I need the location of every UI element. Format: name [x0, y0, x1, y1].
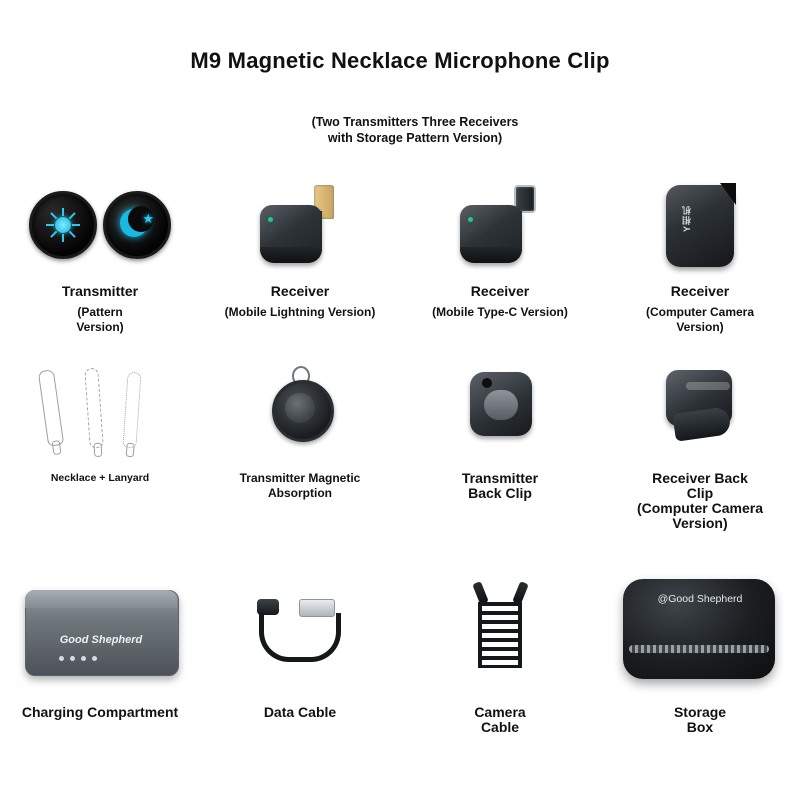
camera-cable-art: [450, 561, 550, 701]
camera-cable-caption: Camera Cable: [474, 704, 526, 735]
part-necklace-lanyard: [0, 357, 200, 531]
receiver-back-clip-caption: Receiver Back Clip (Computer Camera Version): [636, 470, 764, 531]
transmitter-back-clip-art: [460, 357, 540, 467]
transmitter-back-clip-caption: Transmitter Back Clip: [461, 470, 539, 501]
page-subtitle-line1: (Two Transmitters Three Receivers: [311, 115, 519, 129]
moon-star-icon: ★: [103, 191, 171, 259]
necklace-lanyard-art: [25, 357, 175, 467]
transmitter-pattern-caption: Transmitter (Pattern Version): [61, 283, 139, 334]
part-data-cable: [200, 561, 400, 735]
transmitter-magnetic-absorption-art: [260, 357, 340, 467]
storage-box-art: [615, 561, 785, 701]
part-transmitter-back-clip: [400, 357, 600, 531]
receiver-computer-camera-art: [654, 170, 746, 280]
parts-row-2: [0, 357, 800, 531]
receiver-computer-camera-caption: Receiver (Computer Camera Version): [645, 283, 755, 334]
part-receiver-back-clip-computer-camera: [600, 357, 800, 531]
part-receiver-lightning: [200, 170, 400, 335]
receiver-back-clip-art: [654, 357, 746, 467]
receiver-typec-art: [454, 170, 546, 280]
receiver-lightning-caption: Receiver (Mobile Lightning Version): [224, 283, 376, 319]
data-cable-art: [245, 561, 355, 701]
parts-row-1: [0, 170, 800, 335]
receiver-typec-caption: Receiver (Mobile Type-C Version): [432, 283, 568, 319]
part-receiver-computer-camera: [600, 170, 800, 335]
receiver-lightning-art: [254, 170, 346, 280]
part-receiver-typec: [400, 170, 600, 335]
part-transmitter-magnetic-absorption: [200, 357, 400, 531]
charging-compartment-art: [15, 561, 185, 701]
product-parts-grid: [0, 170, 800, 735]
parts-row-3: [0, 561, 800, 735]
device-label: Y相机: [682, 205, 692, 233]
page-subtitle-line2: with Storage Pattern Version): [327, 131, 503, 145]
charging-compartment-caption: Charging Compartment: [21, 704, 179, 720]
transmitter-pattern-art: [29, 170, 171, 280]
part-charging-compartment: [0, 561, 200, 735]
sun-icon: [29, 191, 97, 259]
page-subtitle: [0, 114, 800, 146]
page-title: M9 Magnetic Necklace Microphone Clip: [190, 48, 610, 73]
part-camera-cable: [400, 561, 600, 735]
storage-brand-label: @Good Shepherd: [657, 593, 743, 605]
transmitter-magnetic-absorption-caption: Transmitter Magnetic Absorption: [239, 471, 361, 500]
part-transmitter-pattern: [0, 170, 200, 335]
data-cable-caption: Data Cable: [263, 704, 337, 720]
charger-brand-label: Good Shepherd: [59, 634, 143, 646]
necklace-lanyard-caption: Necklace + Lanyard: [50, 472, 150, 484]
zipper-icon: [629, 645, 769, 653]
part-storage-box: [600, 561, 800, 735]
storage-box-caption: Storage Box: [673, 704, 727, 735]
